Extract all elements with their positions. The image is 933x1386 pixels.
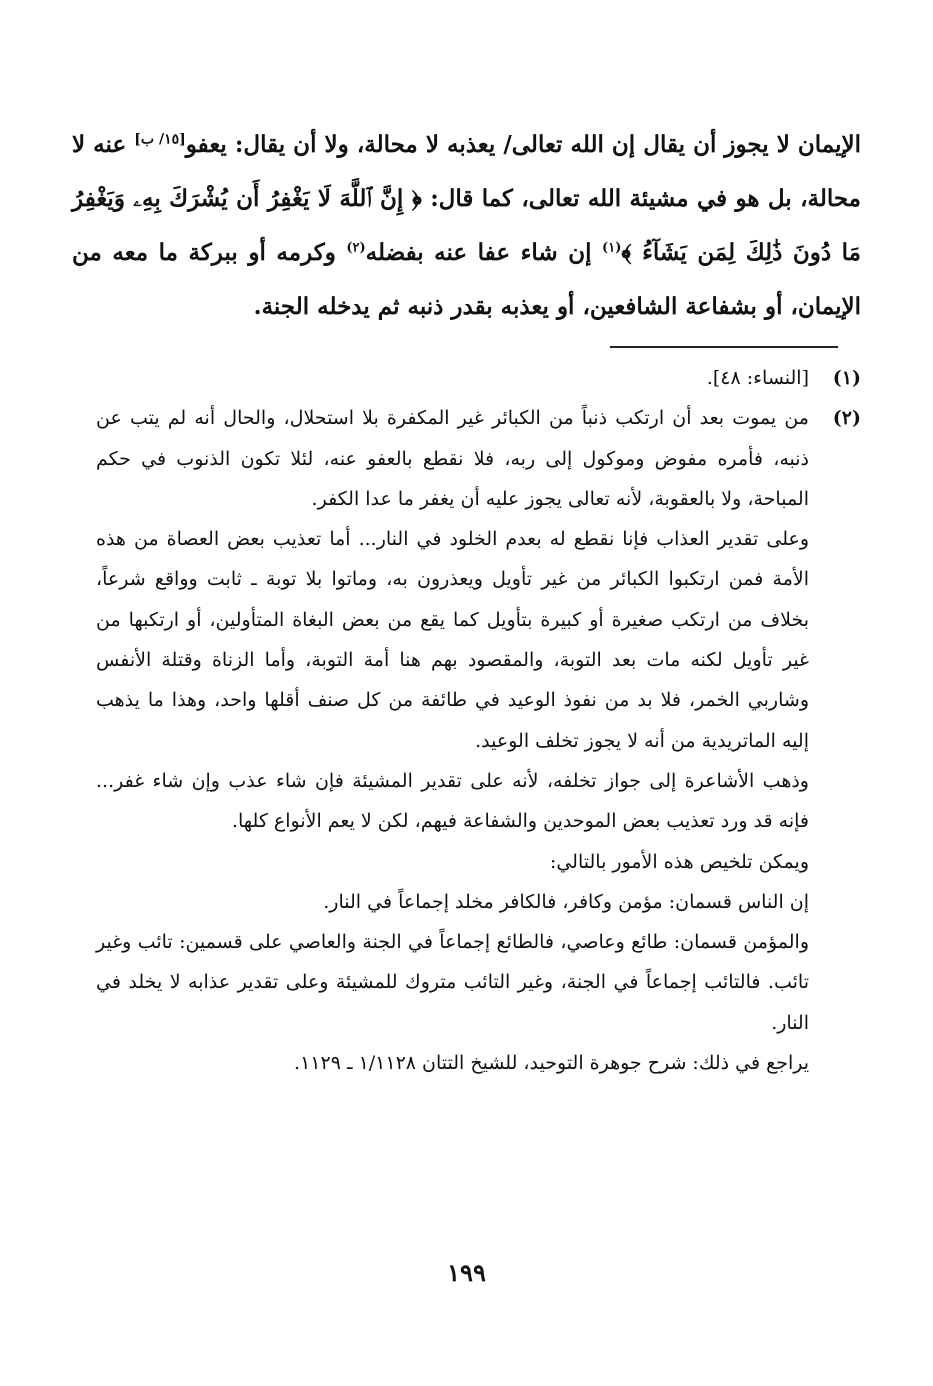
footnote-paragraph: وعلى تقدير العذاب فإنا نقطع له بعدم الخلود في النار... أما تعذيب بعض العصاة من هذه الأمة فمن ارتكبوا الكبائر من غير تأويل ويعذرون به، وماتوا بلا توبة ـ ثابت وواقع شرعاً، بخلاف من ارتكب صغيرة أو كبيرة بتأويل كما يقع من بعض البغاة المتأولين، أو ارتكبها من غير تأويل لكنه مات بعد التوبة، والمقصود بهم هنا أمة التوبة، وأما الزناة وقتلة الأنفس وشاربي الخمر، فلا بد من نفوذ الوعيد في طائفة من كل صنف أقلها واحد، وهذا ما يذهب إليه الماتريدية من أنه لا يجوز تخلف الوعيد. [96, 528, 809, 752]
folio-marker: [١٥/ ب] [134, 131, 186, 148]
footnote-paragraph: من يموت بعد أن ارتكب ذنباً من الكبائر غير المكفرة بلا استحلال، والحال أنه لم يتب عن ذنبه، فأمره مفوض وموكول إلى ربه، فلا نقطع بالعفو عنه، لئلا تكون الذنوب في حكم المباحة، ولا بالعقوبة، لأنه تعالى يجوز عليه أن يغفر ما عدا الكفر. [96, 407, 809, 510]
footnote-body [96, 398, 809, 1083]
footnote-paragraph: وذهب الأشاعرة إلى جواز تخلفه، لأنه على تقدير المشيئة فإن شاء عذب وإن شاء غفر... فإنه قد ورد تعذيب بعض الموحدين والشفاعة فيهم، لكن لا يعم الأنواع كلها. [96, 769, 809, 833]
footnote-ref-1[interactable]: (١) [602, 240, 622, 256]
footnote-number: (٢) [832, 407, 861, 430]
footnote-paragraph: يراجع في ذلك: شرح جوهرة التوحيد، للشيخ التتان ١/١١٢٨ ـ ١١٢٩. [294, 1052, 809, 1075]
page-number: ١٩٩ [447, 1258, 486, 1287]
footnote-number: (١) [832, 367, 861, 389]
quran-verse: ﴿ إِنَّ ٱللَّهَ لَا يَغْفِرُ أَن يُشْرَكَ بِهِۦ وَيَغْفِرُ مَا دُونَ ذَٰلِكَ لِمَن يَشَآءُ ﴾ [72, 185, 861, 266]
main-line-3: إن شاء عفا عنه بفضله [365, 239, 592, 266]
footnote-divider [610, 346, 838, 348]
footnote-ref-2[interactable]: (٢) [346, 240, 366, 256]
footnote-paragraph: [النساء: ٤٨]. [706, 367, 809, 389]
main-line-2: عنه لا محالة، بل هو في مشيئة الله تعالى، كما قال: [72, 131, 862, 212]
footnotes [96, 358, 861, 1083]
main-text [72, 118, 861, 334]
main-paragraph [72, 118, 861, 334]
main-line-1: الإيمان لا يجوز أن يقال إن الله تعالى/ يعذبه لا محالة، ولا أن يقال: يعفو [185, 131, 862, 158]
footnote-paragraph: ويمكن تلخيص هذه الأمور بالتالي: [549, 850, 809, 873]
footnote-1 [96, 358, 861, 398]
footnote-paragraph: إن الناس قسمان: مؤمن وكافر، فالكافر مخلد إجماعاً في النار. [323, 890, 809, 913]
footnote-2 [96, 398, 861, 1083]
footnote-paragraph: والمؤمن قسمان: طائع وعاصي، فالطائع إجماعاً في الجنة والعاصي على قسمين: تائب وغير تائب. فالتائب إجماعاً في الجنة، وغير التائب متروك للمشيئة وعلى تقدير عذابه لا يخلد في النار. [96, 931, 809, 1034]
main-line-4: وكرمه أو ببركة ما معه من الإيمان، أو بشفاعة الشافعين، أو يعذبه بقدر ذنبه ثم يدخله الجنة. [72, 239, 861, 320]
footnote-body [96, 358, 809, 398]
